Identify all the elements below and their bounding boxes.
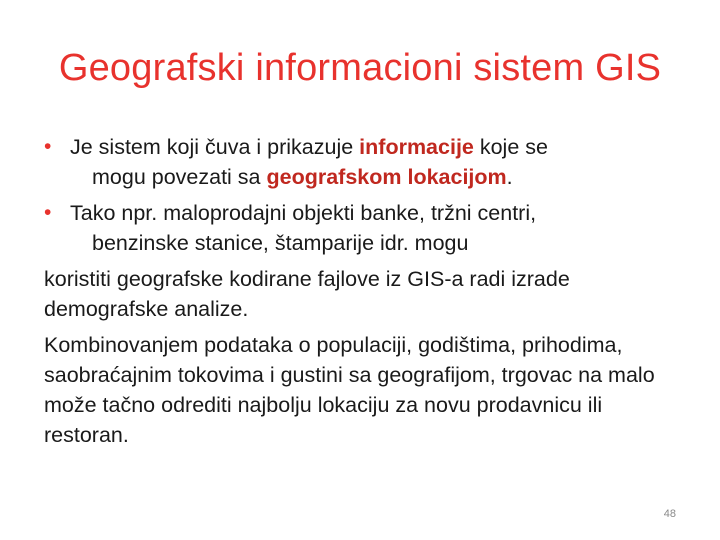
paragraph: koristiti geografske kodirane fajlove iz GIS-a radi izrade demografske analize. (44, 267, 570, 321)
highlight-term: geografskom lokacijom (266, 165, 507, 189)
page-number: 48 (663, 508, 676, 520)
bullet-continuation (70, 162, 684, 192)
bullet-text (70, 198, 684, 258)
bullet-dot-icon: • (44, 201, 52, 224)
paragraph: Kombinovanjem podataka o populaciji, godištima, prihodima, saobraćajnim tokovima i gustini sa geografijom, trgovac na malo može tačno odrediti najbolju lokaciju za novu prodavnicu ili restoran. (44, 333, 655, 447)
bullet-text-segment: . (506, 165, 513, 189)
bullet-text-segment: koje se (473, 135, 548, 159)
bullet-item (44, 198, 684, 258)
slide-title: Geografski informacioni sistem GIS (58, 47, 662, 89)
bullet-text-segment: Je sistem koji čuva i prikazuje (70, 135, 360, 159)
slide-content (44, 132, 684, 456)
bullet-text (70, 132, 684, 192)
highlight-term: informacije (359, 135, 474, 159)
bullet-text-segment: Tako npr. maloprodajni objekti banke, tržni centri, (70, 201, 537, 225)
bullet-text-segment: mogu povezati sa (92, 165, 267, 189)
bullet-continuation: benzinske stanice, štamparije idr. mogu (92, 231, 469, 255)
bullet-dot-icon: • (44, 135, 52, 158)
bullet-item (44, 132, 684, 192)
